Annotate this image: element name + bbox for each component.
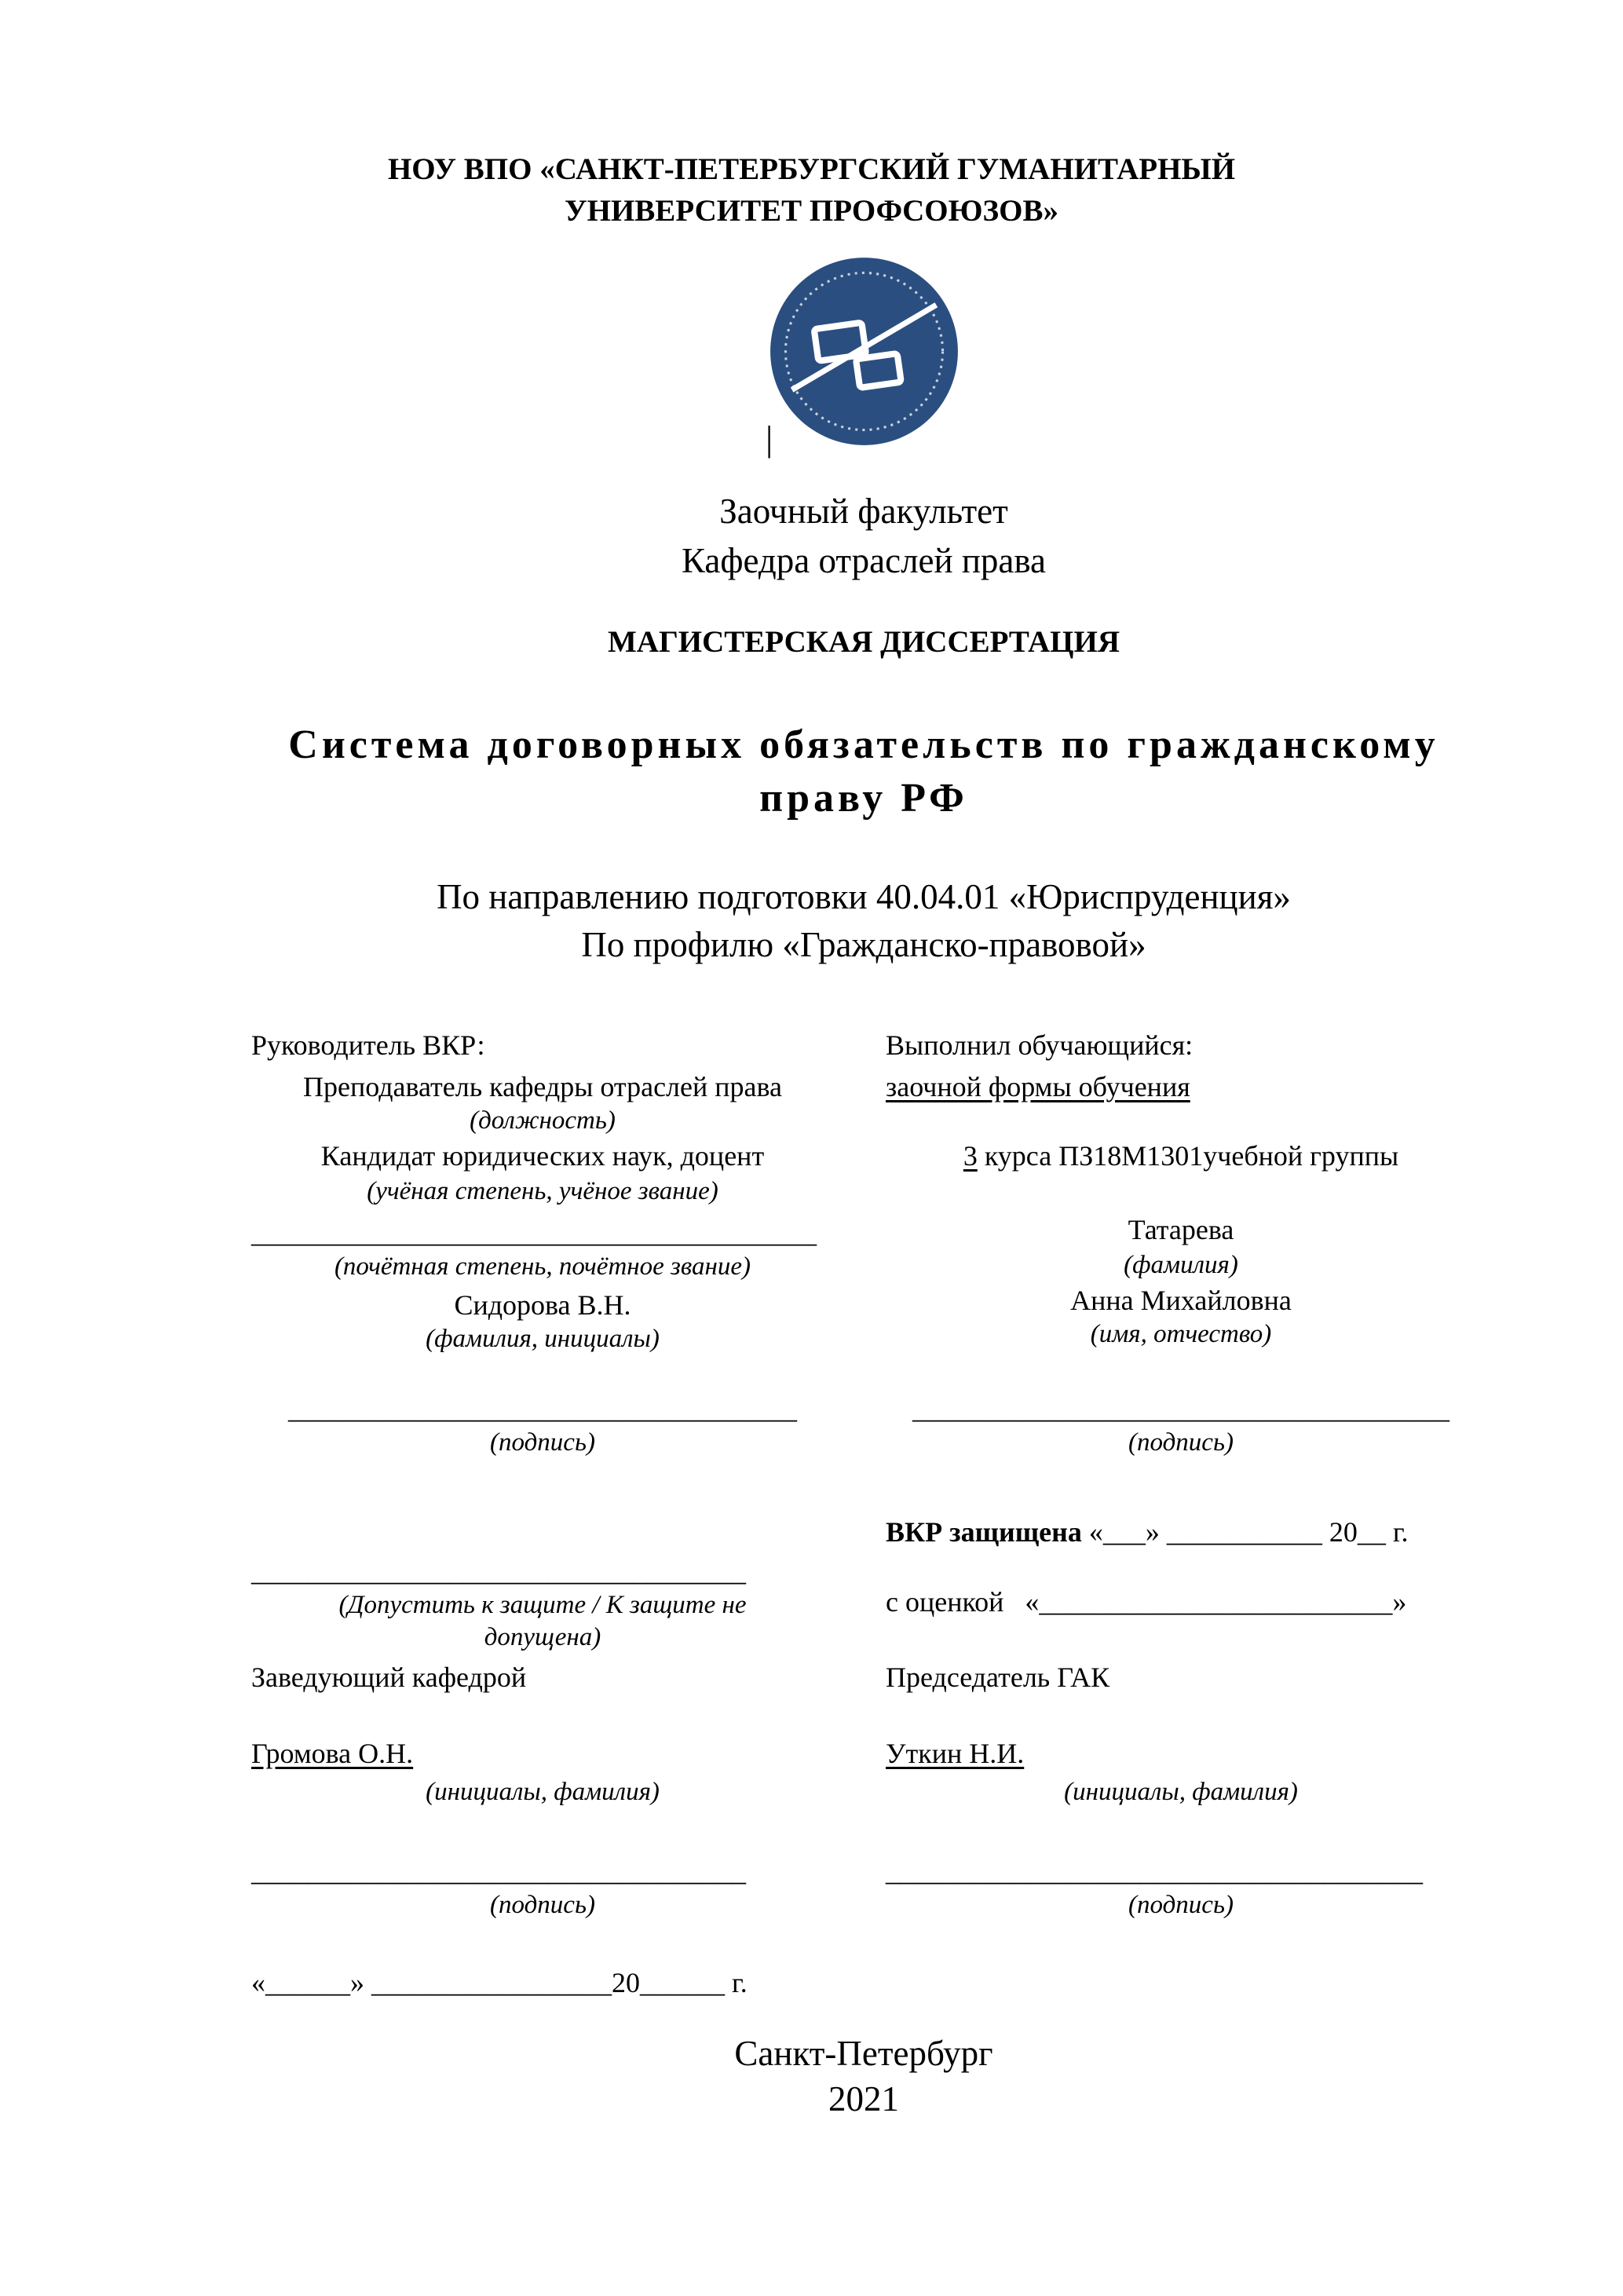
position-note: (должность) bbox=[470, 1106, 616, 1135]
supervisor-position: Преподаватель кафедры отраслей права bbox=[302, 1070, 783, 1102]
year: 2021 bbox=[828, 2079, 899, 2119]
approval-date-line: «______» _________________20______ г. bbox=[251, 1966, 748, 1998]
defense-date-line bbox=[886, 1515, 1476, 1550]
city-name: Санкт-Петербург bbox=[734, 2033, 993, 2073]
university-name-line2: УНИВЕРСИТЕТ ПРОФСОЮЗОВ» bbox=[565, 193, 1058, 228]
surname-note: (фамилия) bbox=[1124, 1250, 1238, 1279]
study-group bbox=[886, 1139, 1476, 1174]
chairman-signature-note: (подпись) bbox=[1128, 1890, 1234, 1919]
student-signature-note: (подпись) bbox=[1128, 1428, 1234, 1457]
admission-column bbox=[251, 1515, 834, 2001]
university-emblem-icon bbox=[768, 255, 960, 448]
supervisor-name: Сидорова В.Н. bbox=[454, 1289, 631, 1322]
document-type: МАГИСТЕРСКАЯ ДИССЕРТАЦИЯ bbox=[607, 625, 1120, 660]
department-head-label: Заведующий кафедрой bbox=[251, 1662, 527, 1694]
defense-date-blanks: «___» ___________ 20__ г. bbox=[1081, 1515, 1409, 1548]
chairman-name-note: (инициалы, фамилия) bbox=[1064, 1777, 1298, 1806]
student-given-name: Анна Михайловна bbox=[1070, 1284, 1292, 1316]
supervisor-column bbox=[251, 1028, 834, 1460]
head-name-note: (инициалы, фамилия) bbox=[426, 1778, 660, 1807]
column-divider-space bbox=[834, 1028, 886, 1460]
university-name-line1: НОУ ВПО «САНКТ-ПЕТЕРБУРГСКИЙ ГУМАНИТАРНЫЙ bbox=[387, 152, 1236, 186]
student-surname: Татарева bbox=[1128, 1213, 1234, 1245]
university-logo bbox=[251, 255, 1476, 448]
grade-blank: «_________________________» bbox=[1025, 1585, 1407, 1618]
gak-chairman-label: Председатель ГАК bbox=[886, 1661, 1110, 1693]
department-head-name: Громова О.Н. bbox=[251, 1738, 414, 1770]
supervisor-signature-line: ____________________________________ bbox=[288, 1393, 797, 1425]
course-number: 3 bbox=[963, 1139, 978, 1172]
chairman-signature-line: ______________________________________ bbox=[886, 1855, 1423, 1887]
university-name bbox=[0, 0, 1623, 232]
defense-date-label: ВКР защищена bbox=[886, 1515, 1082, 1548]
grade-line bbox=[886, 1585, 1476, 1620]
supervisor-name-note: (фамилия, инициалы) bbox=[426, 1325, 660, 1354]
student-label: Выполнил обучающийся: bbox=[886, 1029, 1193, 1061]
department-name: Кафедра отраслей права bbox=[681, 541, 1047, 581]
degree-direction: По направлению подготовки 40.04.01 «Юриспруденция» bbox=[437, 877, 1291, 917]
group-text: курса ПЗ18М1301учебной группы bbox=[977, 1139, 1399, 1172]
honorary-degree-note: (почётная степень, почётное звание) bbox=[334, 1252, 751, 1281]
admission-line: ___________________________________ bbox=[251, 1555, 746, 1587]
degree-note: (учёная степень, учёное звание) bbox=[367, 1176, 718, 1205]
defense-column bbox=[886, 1515, 1476, 2001]
supervisor-degree: Кандидат юридических наук, доцент bbox=[320, 1139, 765, 1172]
faculty-name: Заочный факультет bbox=[719, 492, 1008, 532]
student-signature-line: ______________________________________ bbox=[912, 1393, 1449, 1425]
given-name-note: (имя, отчество) bbox=[1090, 1319, 1272, 1348]
text-cursor-mark: | bbox=[766, 419, 773, 459]
head-signature-note: (подпись) bbox=[490, 1891, 595, 1920]
approval-section bbox=[251, 1515, 1476, 2001]
chairman-name: Уткин Н.И. bbox=[886, 1737, 1025, 1769]
study-form: заочной формы обучения bbox=[886, 1070, 1190, 1102]
supervisor-label: Руководитель ВКР: bbox=[251, 1029, 485, 1061]
dissertation-title: Система договорных обязательств по гражданскому праву РФ bbox=[288, 722, 1439, 821]
student-column bbox=[886, 1028, 1476, 1460]
degree-profile: По профилю «Гражданско-правовой» bbox=[581, 924, 1146, 964]
grade-label: с оценкой bbox=[886, 1585, 1004, 1618]
signatories-section bbox=[251, 1028, 1476, 1460]
supervisor-signature-note: (подпись) bbox=[490, 1428, 595, 1457]
head-signature-line: ___________________________________ bbox=[251, 1855, 746, 1888]
admission-note: (Допустить к защите / К защите не допущена) bbox=[338, 1590, 747, 1651]
column-divider-space bbox=[834, 1515, 886, 2001]
honorary-degree-line: ________________________________________ bbox=[251, 1217, 817, 1249]
